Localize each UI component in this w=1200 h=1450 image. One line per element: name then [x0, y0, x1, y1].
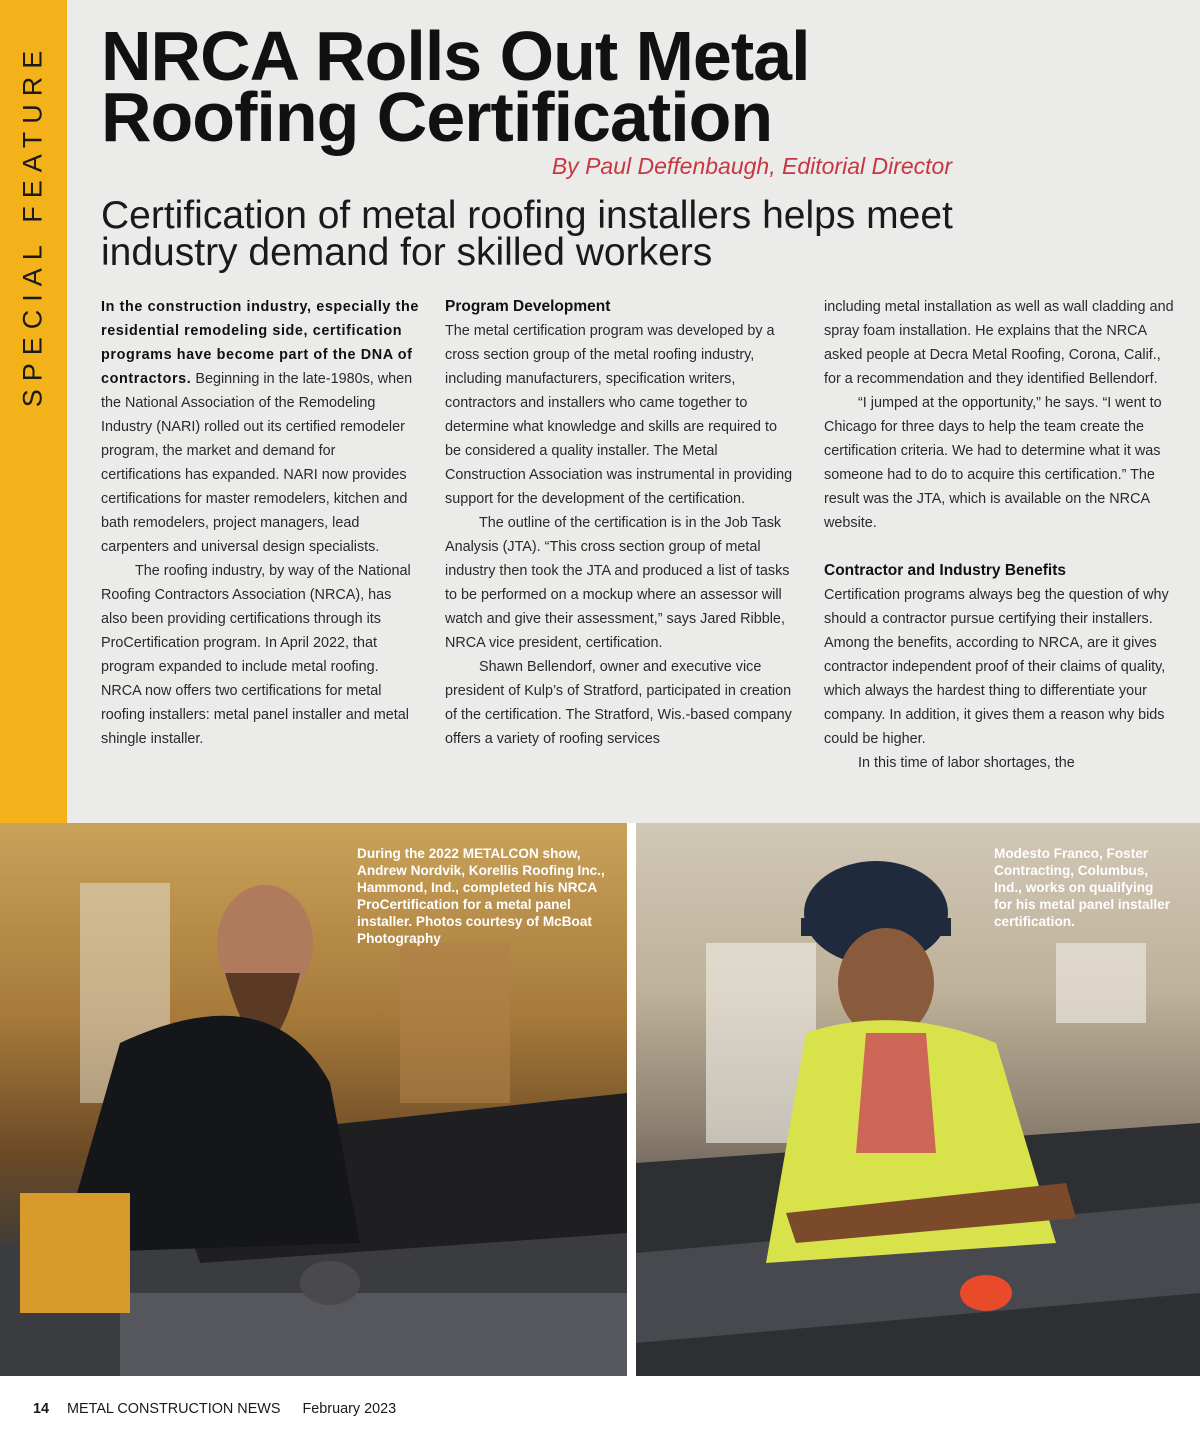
article-subtitle: Certification of metal roofing installers helps meet industry demand for skilled workers [101, 194, 953, 274]
intro-paragraph [101, 295, 419, 559]
text-column-1 [101, 295, 419, 751]
paragraph: In this time of labor shortages, the [858, 755, 1075, 771]
photo-caption-left: During the 2022 METALCON show, Andrew Nordvik, Korellis Roofing Inc., Hammond, Ind., completed his NRCA ProCertification for a metal panel installer. Photos courtesy of McBoat Photography [357, 846, 605, 946]
article-title: NRCA Rolls Out Metal Roofing Certification [101, 17, 810, 156]
paragraph: The roofing industry, by way of the National Roofing Contractors Association (NRCA), has also been providing certifications through its ProCertification program. In April 2022, that program expanded to include metal roofing. NRCA now offers two certifications for metal roofing installers: metal panel installer and metal shingle installer. [101, 563, 411, 747]
photo-caption-right: Modesto Franco, Foster Contracting, Columbus, Ind., works on qualifying for his metal panel installer certification. [994, 846, 1171, 929]
spacer [824, 535, 1174, 559]
paragraph: including metal installation as well as wall cladding and spray foam installation. He explains that the NRCA asked people at Decra Metal Roofing, Corona, Calif., for a recommendation and they identified Bellendorf. [824, 299, 1174, 387]
photo-gutter [627, 823, 636, 1376]
section-heading-benefits: Contractor and Industry Benefits [824, 562, 1066, 579]
page-number: 14 [33, 1401, 50, 1417]
page-footer [33, 1401, 396, 1417]
article-byline: By Paul Deffenbaugh, Editorial Director [551, 153, 952, 179]
text-column-3 [824, 295, 1174, 775]
paragraph: Certification programs always beg the question of why should a contractor pursue certifying their installers. Among the benefits, according to NRCA, are it gives contractor independent proof of their claims of quality, which always the hardest thing to differentiate your company. In addition, it gives them a reason why bids could be higher. [824, 587, 1169, 747]
magazine-name: METAL CONSTRUCTION NEWS [67, 1401, 281, 1417]
section-heading-program-development: Program Development [445, 298, 611, 315]
paragraph: The outline of the certification is in the Job Task Analysis (JTA). “This cross section group of metal industry then took the JTA and produced a list of tasks to be performed on a mockup where an assessor will watch and give their assessment,” says Jared Ribble, NRCA vice president, certification. [445, 515, 790, 651]
sidebar-band [0, 0, 67, 823]
issue-date: February 2023 [302, 1401, 397, 1417]
paragraph: Shawn Bellendorf, owner and executive vice president of Kulp’s of Stratford, participated in creation of the certification. The Stratford, Wis.-based company offers a variety of roofing services [445, 659, 792, 747]
text-column-2 [445, 295, 795, 751]
intro-rest: Beginning in the late-1980s, when the National Association of the Remodeling Industry (NARI) rolled out its certified remodeler program, the market and demand for certifications has expanded. NARI now provides certifications for master remodelers, kitchen and bath remodelers, project managers, lead carpenters and universal design specialists. [101, 371, 413, 555]
paragraph: “I jumped at the opportunity,” he says. “I went to Chicago for three days to help the team create the certification criteria. We had to determine what it was someone had to do to acquire this certification.” The result was the JTA, which is available on the NRCA website. [824, 395, 1162, 531]
sidebar-label: SPECIAL FEATURE [17, 42, 48, 408]
lead-in-text: In the construction industry, especially the residential remodeling side, certification programs have become part of the DNA of contractors. [101, 299, 419, 387]
paragraph: The metal certification program was developed by a cross section group of the metal roofing industry, including manufacturers, specification writers, contractors and installers who came together to determine what knowledge and skills are required to be considered a quality installer. The Metal Construction Association was instrumental in providing support for the development of the certification. [445, 323, 793, 507]
